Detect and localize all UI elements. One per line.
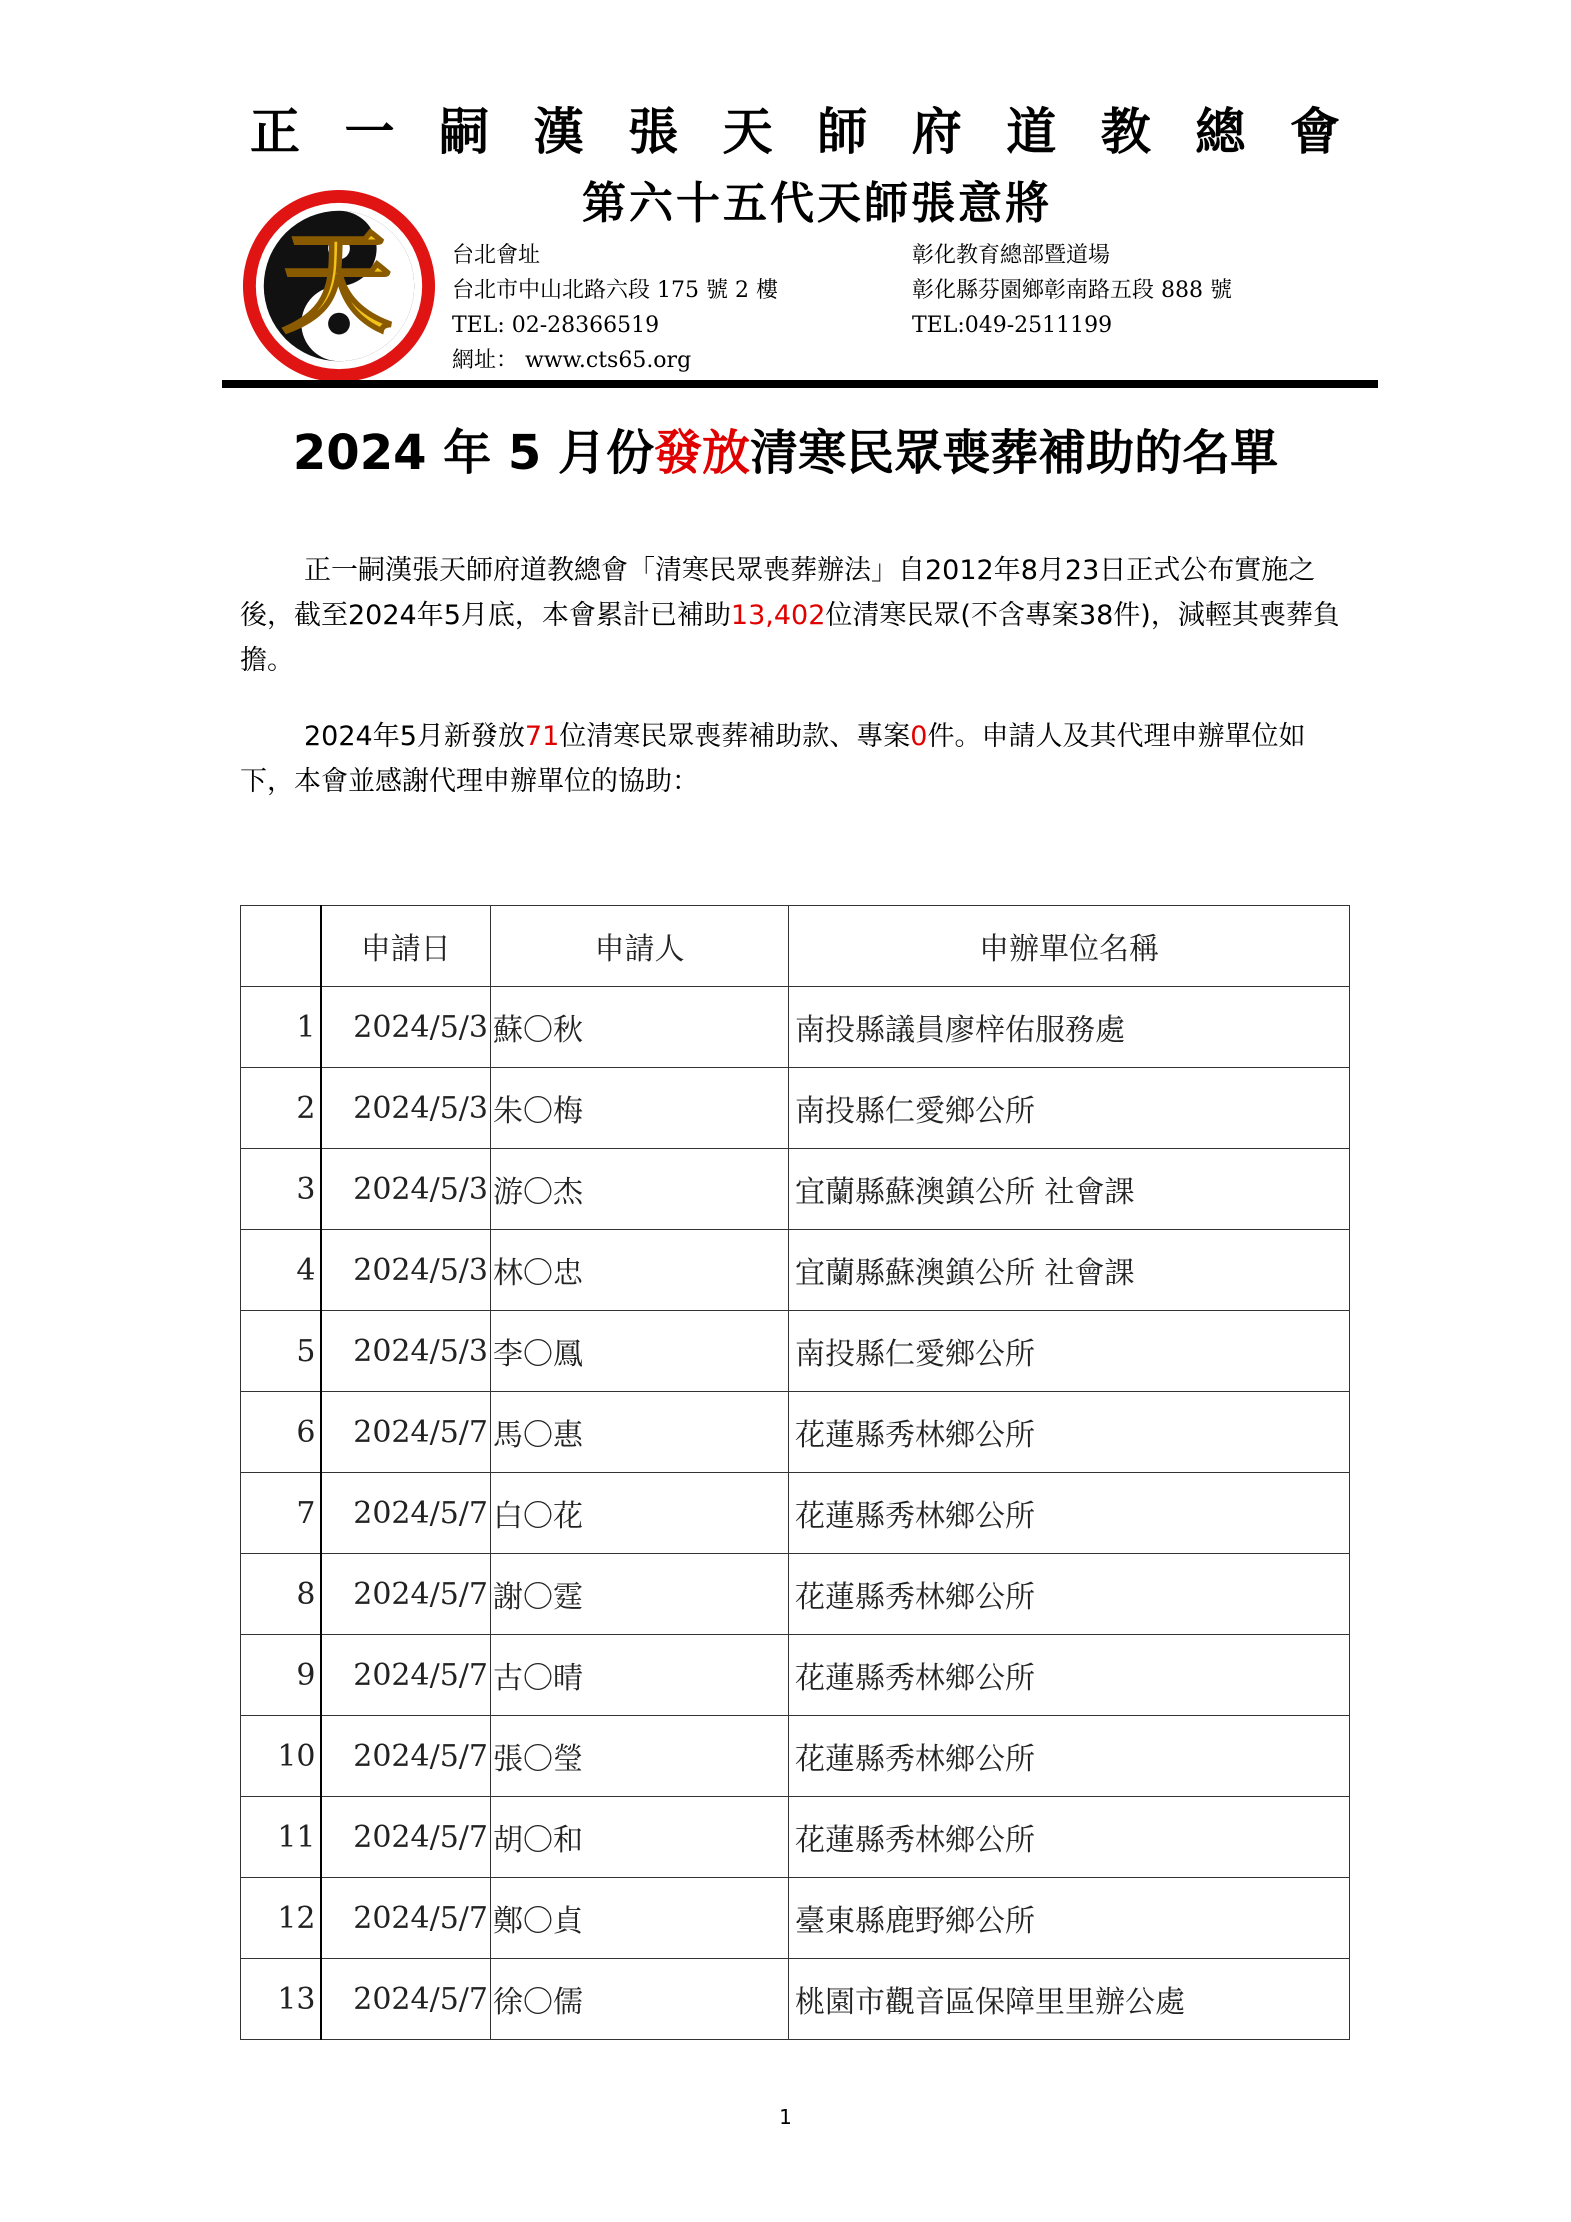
organization-title	[250, 100, 1340, 164]
agency-name: 花蓮縣秀林鄉公所	[789, 1716, 1350, 1797]
year-value: 2024	[348, 600, 417, 631]
title-suffix: 清寒民眾喪葬補助的名單	[750, 425, 1279, 481]
application-date: 2024/5/3	[321, 1311, 491, 1392]
paragraph-text: 位清寒民眾	[825, 600, 961, 631]
applicant-name: 鄭〇貞	[491, 1878, 789, 1959]
org-title-char: 會	[1289, 102, 1340, 161]
month-value: 5	[443, 600, 461, 631]
agency-name: 花蓮縣秀林鄉公所	[789, 1797, 1350, 1878]
applicant-name: 游〇杰	[491, 1149, 789, 1230]
changhua-address-block	[912, 238, 1232, 343]
paragraph-text: 年	[372, 721, 400, 752]
applicant-name: 朱〇梅	[491, 1068, 789, 1149]
agency-name: 宜蘭縣蘇澳鎮公所 社會課	[789, 1230, 1350, 1311]
paragraph-text: 位清寒民眾喪葬補助款、專案	[559, 721, 911, 752]
application-date: 2024/5/3	[321, 1068, 491, 1149]
applicant-name: 古〇晴	[491, 1635, 789, 1716]
application-date: 2024/5/7	[321, 1392, 491, 1473]
application-date: 2024/5/3	[321, 1230, 491, 1311]
row-number: 13	[241, 1959, 321, 2040]
paragraph-text: 日正式公布實施之後，截至	[240, 555, 1316, 631]
table-row	[241, 1230, 1350, 1311]
header-number	[241, 906, 321, 987]
application-date: 2024/5/3	[321, 1149, 491, 1230]
agency-name: 南投縣仁愛鄉公所	[789, 1068, 1350, 1149]
applicant-name: 馬〇惠	[491, 1392, 789, 1473]
taipei-phone: TEL: 02-28366519	[452, 313, 660, 338]
changhua-phone: TEL:049-2511199	[912, 313, 1113, 338]
row-number: 12	[241, 1878, 321, 1959]
month-value: 5	[399, 721, 417, 752]
row-number: 3	[241, 1149, 321, 1230]
row-number: 11	[241, 1797, 321, 1878]
monthly-aided-count: 71	[524, 721, 560, 752]
page-number: 1	[779, 2105, 792, 2129]
application-date: 2024/5/7	[321, 1635, 491, 1716]
year-value: 2012	[925, 555, 994, 586]
applicant-name: 謝〇霆	[491, 1554, 789, 1635]
applicant-name: 李〇鳳	[491, 1311, 789, 1392]
application-date: 2024/5/7	[321, 1878, 491, 1959]
monthly-paragraph	[240, 714, 1340, 804]
table-row	[241, 1149, 1350, 1230]
row-number: 9	[241, 1635, 321, 1716]
table-row	[241, 1959, 1350, 2040]
application-date: 2024/5/7	[321, 1473, 491, 1554]
taipei-address-street: 台北市中山北路六段 175 號 2 樓	[452, 278, 778, 303]
row-number: 1	[241, 987, 321, 1068]
table-row	[241, 1716, 1350, 1797]
table-row	[241, 1392, 1350, 1473]
summary-paragraph	[240, 548, 1340, 683]
day-value: 23	[1064, 555, 1100, 586]
changhua-address-street: 彰化縣芬園鄉彰南路五段 888 號	[912, 278, 1232, 303]
paren-close: )	[1140, 600, 1151, 631]
table-row	[241, 1311, 1350, 1392]
org-title-char: 張	[628, 102, 679, 161]
table-row	[241, 1635, 1350, 1716]
agency-name: 臺東縣鹿野鄉公所	[789, 1878, 1350, 1959]
org-title-char: 正	[250, 102, 300, 161]
table-row	[241, 1797, 1350, 1878]
table-row	[241, 1878, 1350, 1959]
org-title-char: 府	[911, 102, 962, 161]
recipient-table	[240, 905, 1350, 2040]
org-title-char: 總	[1195, 102, 1246, 161]
document-title	[0, 420, 1571, 486]
table-row	[241, 987, 1350, 1068]
row-number: 6	[241, 1392, 321, 1473]
year-value: 2024	[304, 721, 373, 752]
header-applicant: 申請人	[491, 906, 789, 987]
taipei-address-block	[452, 238, 778, 378]
agency-name: 桃園市觀音區保障里里辦公處	[789, 1959, 1350, 2040]
table-row	[241, 1473, 1350, 1554]
applicant-name: 張〇瑩	[491, 1716, 789, 1797]
agency-name: 花蓮縣秀林鄉公所	[789, 1392, 1350, 1473]
logo-character: 天	[281, 218, 393, 349]
paragraph-text: 月底，本會累計已補助	[460, 600, 731, 631]
application-date: 2024/5/7	[321, 1716, 491, 1797]
org-title-char: 師	[817, 102, 868, 161]
org-title-char: 教	[1100, 102, 1151, 161]
agency-name: 南投縣議員廖梓佑服務處	[789, 987, 1350, 1068]
paragraph-text: 不含專案	[970, 600, 1079, 631]
taipei-address-label: 台北會址	[452, 243, 541, 268]
paragraph-text: 月新發放	[416, 721, 525, 752]
header-date: 申請日	[321, 906, 491, 987]
agency-name: 宜蘭縣蘇澳鎮公所 社會課	[789, 1149, 1350, 1230]
application-date: 2024/5/7	[321, 1797, 491, 1878]
title-highlight: 發放	[654, 425, 751, 481]
table-row	[241, 1554, 1350, 1635]
table-row	[241, 1068, 1350, 1149]
paragraph-text: 正一嗣漢張天師府道教總會「清寒民眾喪葬辦法」自	[304, 555, 925, 586]
paragraph-text: ，減輕其喪葬負擔。	[240, 600, 1340, 676]
agency-name: 花蓮縣秀林鄉公所	[789, 1635, 1350, 1716]
header-divider	[222, 380, 1378, 388]
paragraph-text: 年	[416, 600, 444, 631]
org-title-char: 漢	[533, 102, 584, 161]
row-number: 8	[241, 1554, 321, 1635]
applicant-name: 徐〇儒	[491, 1959, 789, 2040]
application-date: 2024/5/7	[321, 1554, 491, 1635]
agency-name: 花蓮縣秀林鄉公所	[789, 1554, 1350, 1635]
row-number: 10	[241, 1716, 321, 1797]
row-number: 4	[241, 1230, 321, 1311]
header-unit: 申辦單位名稱	[789, 906, 1350, 987]
paragraph-text: 月	[1037, 555, 1065, 586]
row-number: 7	[241, 1473, 321, 1554]
taiji-logo-icon	[240, 187, 438, 385]
month-value: 8	[1020, 555, 1038, 586]
application-date: 2024/5/3	[321, 987, 491, 1068]
org-title-char: 道	[1006, 102, 1057, 161]
applicant-name: 林〇忠	[491, 1230, 789, 1311]
total-aided-count: 13,402	[730, 600, 826, 631]
row-number: 2	[241, 1068, 321, 1149]
master-subtitle: 第六十五代天師張意將	[582, 178, 1052, 229]
agency-name: 花蓮縣秀林鄉公所	[789, 1473, 1350, 1554]
applicant-name: 白〇花	[491, 1473, 789, 1554]
special-case-count: 38	[1078, 600, 1114, 631]
org-title-char: 嗣	[439, 102, 490, 161]
paragraph-text: 件。申請人及其代理申辦單位如下，本會並感謝代理申辦單位的協助：	[240, 721, 1306, 797]
org-title-char: 天	[722, 102, 773, 161]
paragraph-text: 年	[993, 555, 1021, 586]
agency-name: 南投縣仁愛鄉公所	[789, 1311, 1350, 1392]
applicant-name: 胡〇和	[491, 1797, 789, 1878]
paragraph-text: 件	[1113, 600, 1141, 631]
table-header-row	[241, 906, 1350, 987]
website: 網址： www.cts65.org	[452, 348, 692, 373]
row-number: 5	[241, 1311, 321, 1392]
title-prefix: 2024 年 5 月份	[292, 425, 655, 481]
paren-open: (	[960, 600, 971, 631]
org-title-char: 一	[344, 102, 395, 161]
changhua-address-label: 彰化教育總部暨道場	[912, 243, 1111, 268]
monthly-special-count: 0	[910, 721, 928, 752]
application-date: 2024/5/7	[321, 1959, 491, 2040]
applicant-name: 蘇〇秋	[491, 987, 789, 1068]
table-body	[241, 987, 1350, 2040]
